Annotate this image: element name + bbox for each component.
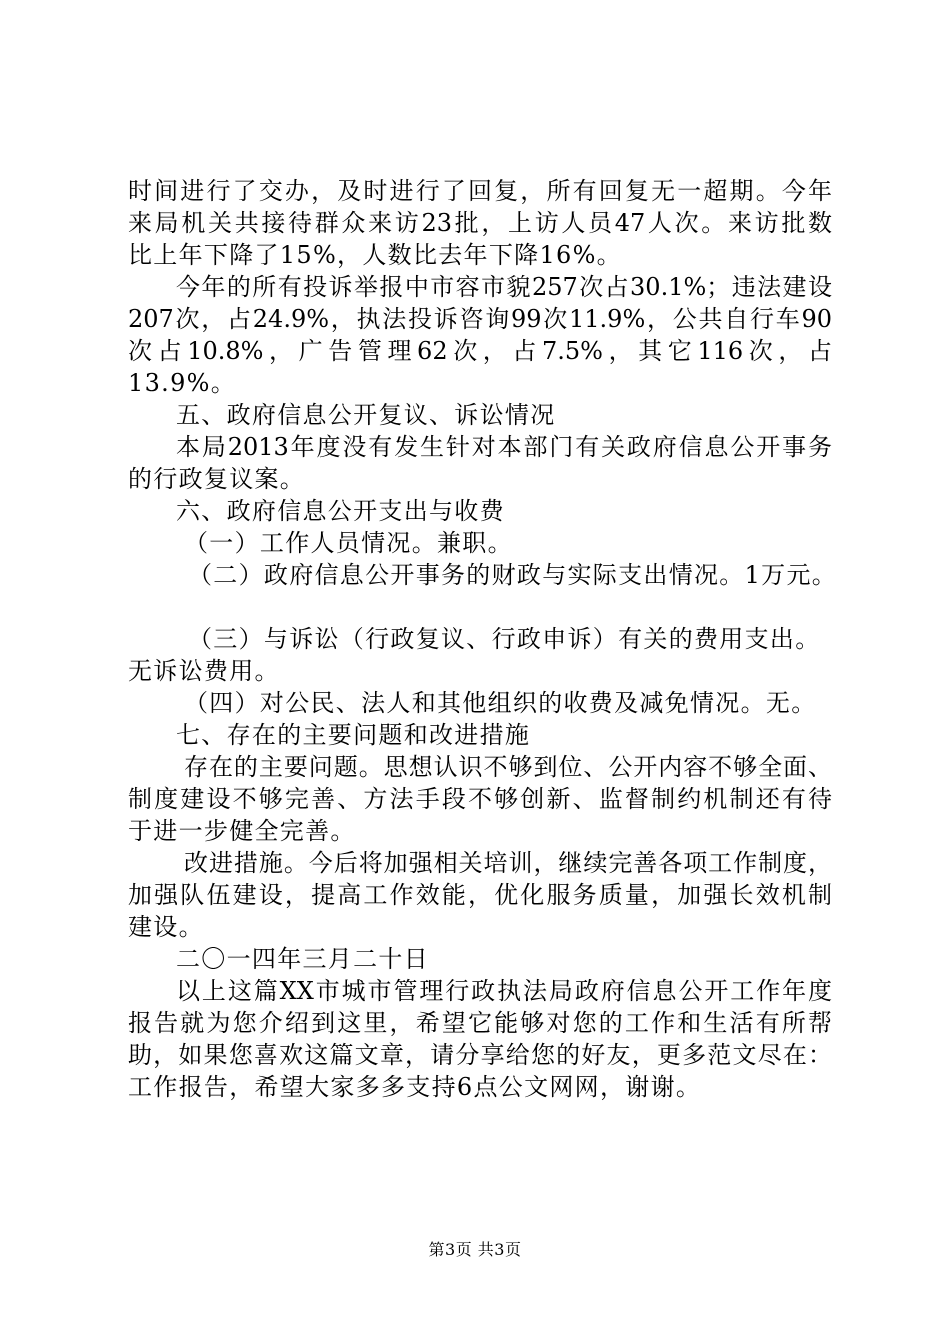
paragraph-line: 比上年下降了15%，人数比去年下降16%。 <box>128 241 622 269</box>
paragraph-line: 于进一步健全完善。 <box>128 817 356 845</box>
section-heading: 七、存在的主要问题和改进措施 <box>176 721 531 749</box>
page-number: 第3页 共3页 <box>428 1240 522 1259</box>
paragraph-line: 助，如果您喜欢这篇文章，请分享给您的好友，更多范文尽在： <box>128 1041 832 1069</box>
list-item: （二）政府信息公开事务的财政与实际支出情况。1万元。 <box>188 561 838 589</box>
paragraph-line: 的行政复议案。 <box>128 465 306 493</box>
paragraph-line: 13.9%。 <box>128 369 237 397</box>
paragraph-line: 以上这篇XX市城市管理行政执法局政府信息公开工作年度 <box>176 977 832 1005</box>
paragraph-line: 次占10.8%，广告管理62次，占7.5%，其它116次，占 <box>128 337 832 365</box>
list-item: （三）与诉讼（行政复议、行政申诉）有关的费用支出。 <box>188 625 821 653</box>
document-date: 二〇一四年三月二十日 <box>176 945 429 973</box>
section-heading: 六、政府信息公开支出与收费 <box>176 497 505 525</box>
paragraph-line: 加强队伍建设，提高工作效能，优化服务质量，加强长效机制 <box>128 881 832 909</box>
paragraph-line: 207次，占24.9%，执法投诉咨询99次11.9%，公共自行车90 <box>128 305 832 333</box>
paragraph-line: 报告就为您介绍到这里，希望它能够对您的工作和生活有所帮 <box>128 1009 832 1037</box>
paragraph-line: 建设。 <box>128 913 204 941</box>
paragraph-line: 本局2013年度没有发生针对本部门有关政府信息公开事务 <box>176 433 832 461</box>
paragraph-line: 今年的所有投诉举报中市容市貌257次占30.1%；违法建设 <box>176 273 832 301</box>
paragraph-line: 制度建设不够完善、方法手段不够创新、监督制约机制还有待 <box>128 785 832 813</box>
list-item: （四）对公民、法人和其他组织的收费及减免情况。无。 <box>184 689 817 717</box>
paragraph-line: 无诉讼费用。 <box>128 657 280 685</box>
section-heading: 五、政府信息公开复议、诉讼情况 <box>176 401 556 429</box>
paragraph-line: 工作报告，希望大家多多支持6点公文网网，谢谢。 <box>128 1073 702 1101</box>
list-item: （一）工作人员情况。兼职。 <box>184 529 513 557</box>
document-body <box>128 175 838 1103</box>
paragraph-line: 存在的主要问题。思想认识不够到位、公开内容不够全面、 <box>184 753 832 781</box>
paragraph-line: 时间进行了交办，及时进行了回复，所有回复无一超期。今年 <box>128 177 832 205</box>
blank-line <box>128 591 832 623</box>
paragraph-line: 来局机关共接待群众来访23批，上访人员47人次。来访批数 <box>128 209 832 237</box>
paragraph-line: 改进措施。今后将加强相关培训，继续完善各项工作制度， <box>184 849 832 877</box>
